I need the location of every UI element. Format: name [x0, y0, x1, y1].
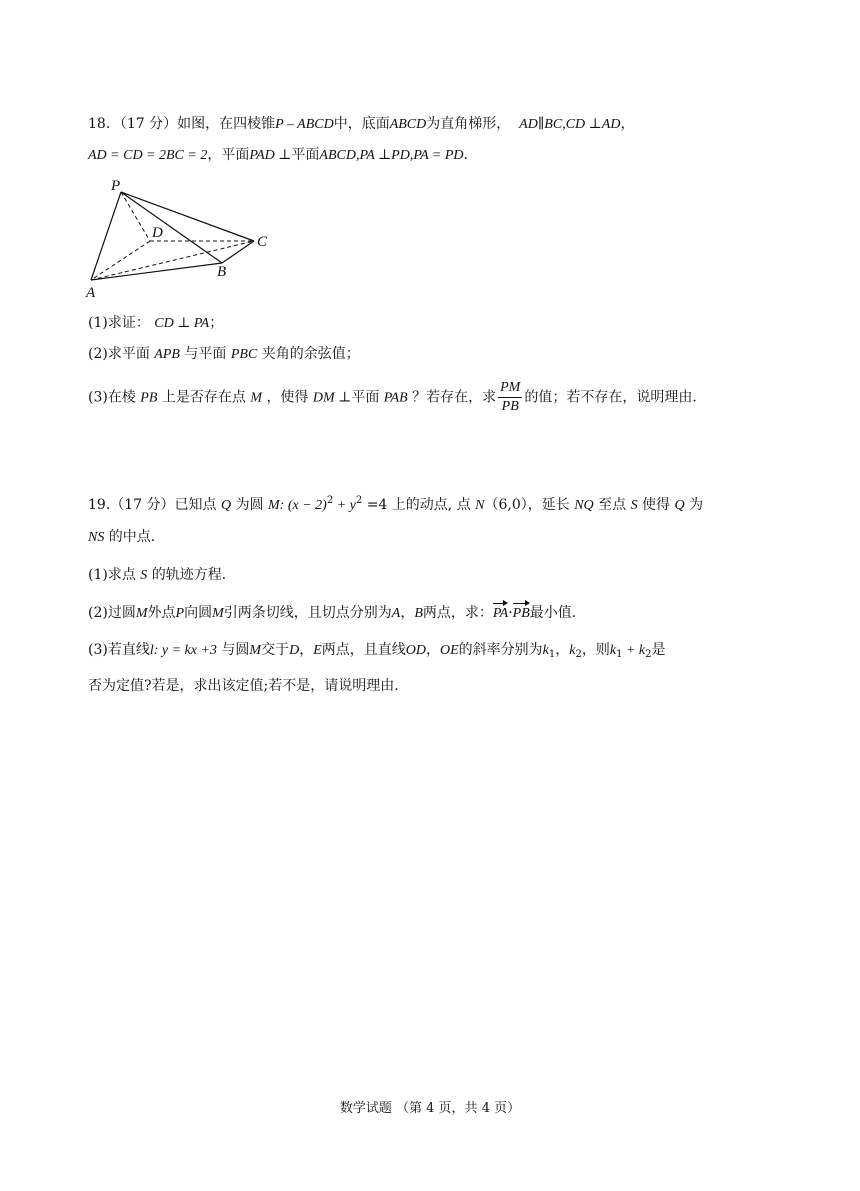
q18-part2: (2)求平面 APB 与平面 PBC 夹角的余弦值；	[88, 346, 360, 362]
q18-part3: (3)在棱 PB 上是否存在点 M ，使得 DM ⊥平面 PAB ？若存在，求 $\frac{PM}{PB}$ 的值；若不存在，说明理由．	[88, 380, 707, 414]
q19-part3-line2: 否为定值?若是，求出该定值;若不是，请说明理由.	[88, 678, 399, 694]
q18-line2: AD = CD = 2BC = 2，平面PAD ⊥平面ABCD,PA ⊥PD,PA = PD．	[88, 147, 478, 163]
vector-pb: PB	[513, 604, 530, 624]
vertex-label-d: D	[152, 225, 163, 241]
pyramid-figure	[82, 175, 282, 303]
vector-pa: PA	[493, 604, 508, 624]
q18-part1: (1)求证： CD ⊥ PA；	[88, 315, 224, 331]
q19-part3: (3)若直线l: y = kx +3 与圆M交于D，E两点，且直线OD，OE的斜率分别为$k_1$，$k_2$，则$k_1 + k_2$是	[88, 642, 666, 660]
q19-line1: 19.（17 分）已知点 Q 为圆 M: $(x - 2)^2 + y^2 =4$ 上的动点, 点 N（6,0），延长 NQ 至点 S 使得 Q 为	[88, 495, 704, 513]
vertex-label-c: C	[257, 234, 268, 250]
vertex-label-p: P	[111, 178, 121, 194]
q19-part2: (2)过圆M外点P向圆M引两条切线，且切点分别为A，B两点，求：PA·PB最小值.	[88, 603, 576, 624]
vertex-label-b: B	[217, 264, 227, 280]
page-footer: 数学试题 （第 4 页，共 4 页）	[339, 1101, 521, 1116]
q18-line1: 18．（17 分）如图，在四棱锥P – ABCD中，底面ABCD为直角梯形， AD∥BC,CD ⊥AD，	[88, 116, 635, 132]
q19-line2: NS 的中点．	[88, 529, 165, 545]
q19-part1: (1)求点 S 的轨迹方程．	[88, 567, 236, 583]
vertex-label-a: A	[86, 285, 96, 301]
fraction-pm-pb: $\frac{PM}{PB}$	[500, 380, 521, 414]
